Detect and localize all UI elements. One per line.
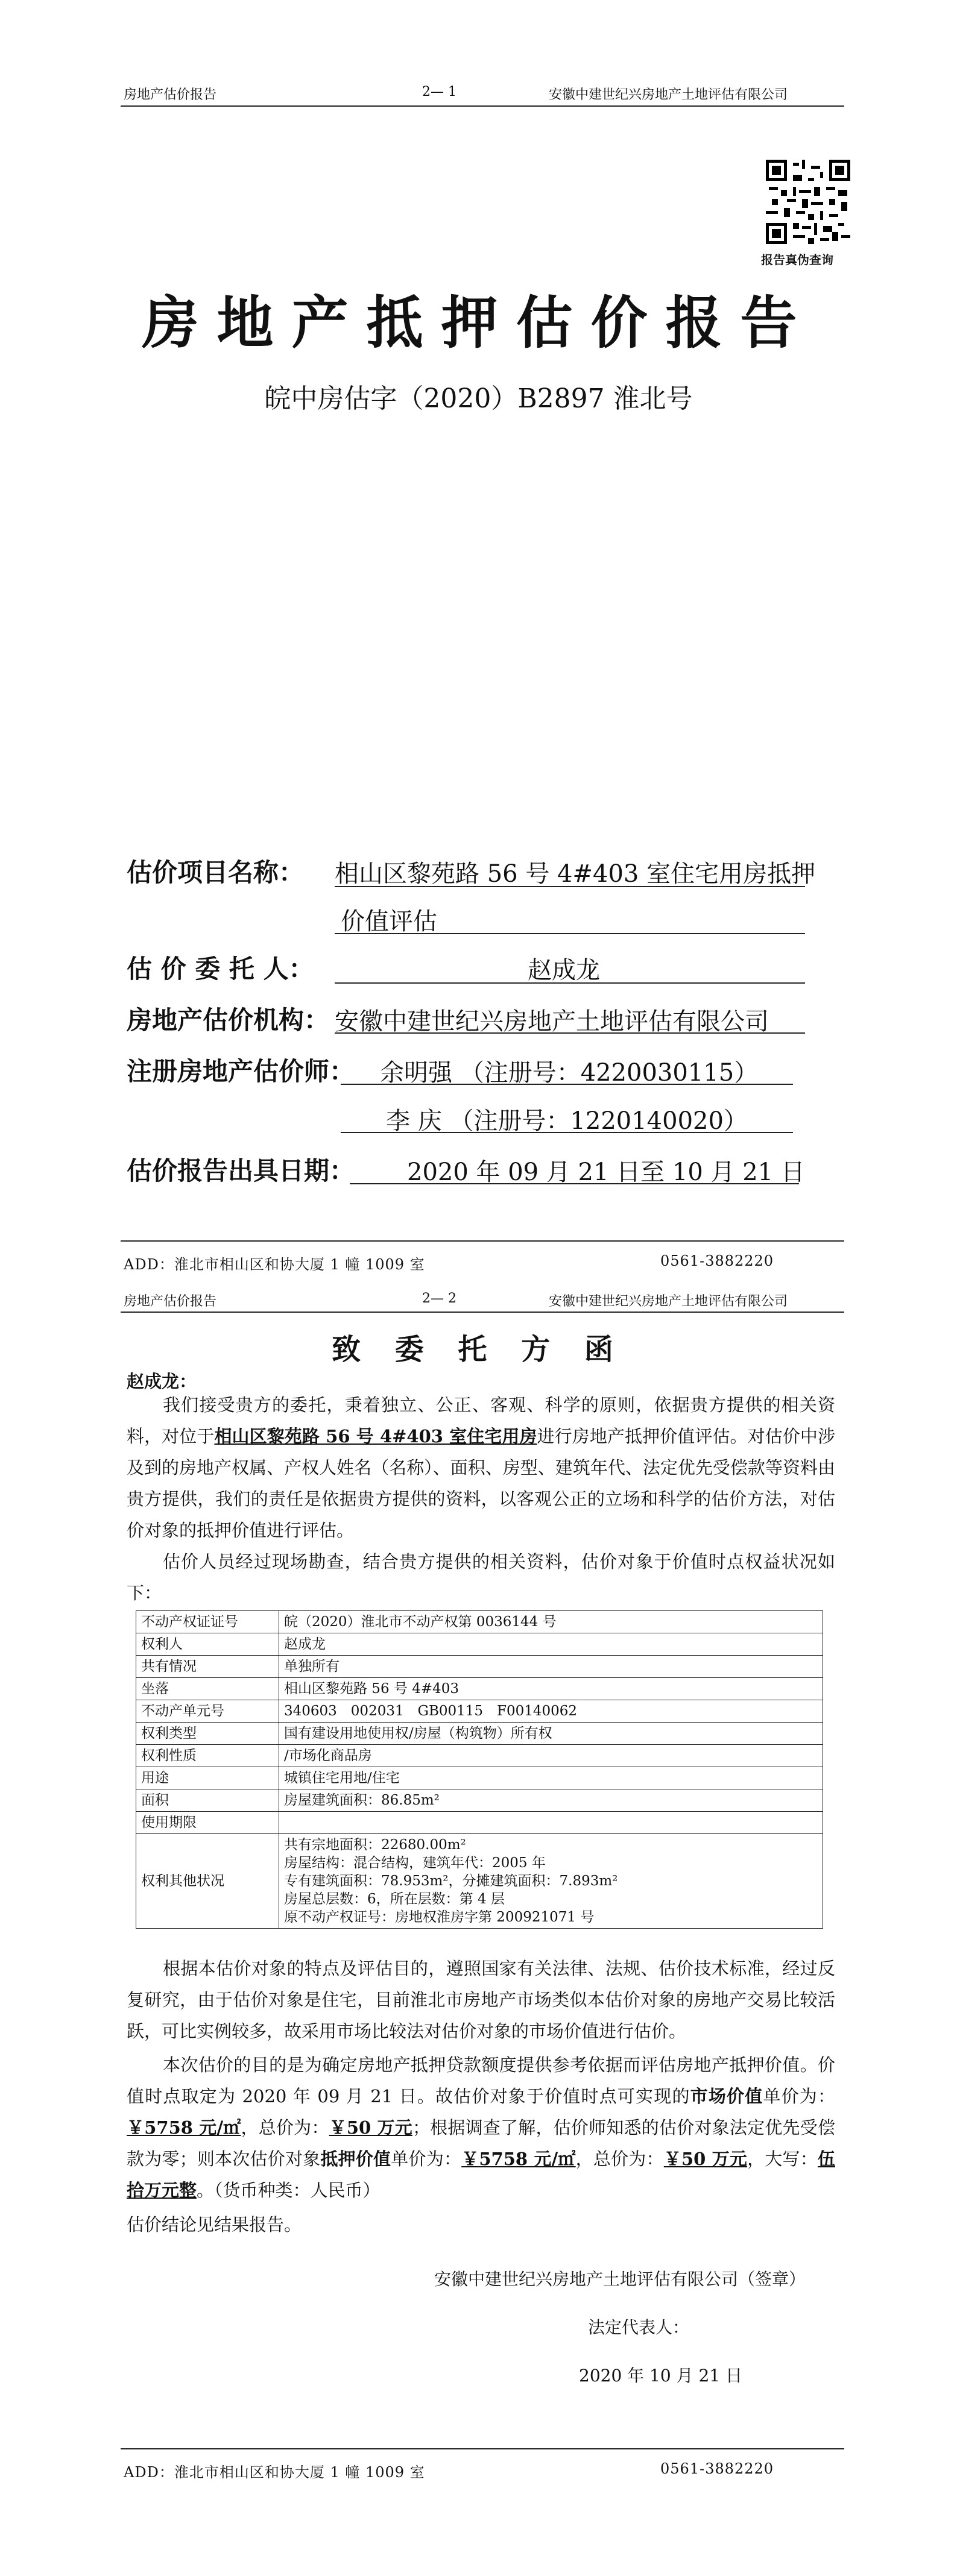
market-value-label: 市场价值	[690, 2086, 763, 2106]
report-doc-number: 皖中房估字（2020）B2897 淮北号	[264, 383, 693, 414]
field-value-client: 赵成龙	[528, 957, 600, 984]
table-cell-value	[279, 1723, 823, 1745]
table-row	[136, 1745, 823, 1767]
table-row	[136, 1812, 823, 1834]
underline	[335, 982, 805, 984]
underline	[350, 1183, 799, 1184]
table-cell-key: 坐落	[136, 1678, 279, 1700]
table-cell-line: 皖（2020）淮北市不动产权第 0036144 号	[284, 1614, 557, 1630]
page-header-number: 2— 2	[422, 1291, 456, 1306]
field-label-appraisers: 注册房地产估价师：	[127, 1057, 355, 1086]
table-cell-line: 城镇住宅用地/住宅	[284, 1770, 400, 1786]
paragraph-survey: 估价人员经过现场勘查，结合贵方提供的相关资料，估价对象于价值时点权益状况如下：	[127, 1551, 835, 1603]
table-cell-value	[279, 1656, 823, 1678]
market-total-price: ￥50 万元	[329, 2117, 412, 2138]
table-cell-line	[284, 1814, 818, 1832]
footer-rule	[121, 2448, 844, 2449]
signature-date: 2020 年 10 月 21 日	[579, 2366, 743, 2386]
field-value-agency: 安徽中建世纪兴房地产土地评估有限公司	[335, 1008, 769, 1035]
paragraph-valuation	[127, 2049, 835, 2206]
table-cell-line: 原不动产权证号：房地权淮房字第 200921071 号	[284, 1909, 595, 1925]
underline	[335, 886, 805, 887]
signature-company: 安徽中建世纪兴房地产土地评估有限公司（签章）	[434, 2269, 806, 2289]
report-title: 房地产抵押估价报告	[142, 290, 815, 356]
header-rule	[121, 1312, 844, 1313]
table-cell-line: 340603 002031 GB00115 F00140062	[284, 1703, 578, 1719]
signature-representative: 法定代表人：	[588, 2317, 690, 2337]
paragraph-method: 根据本估价对象的特点及评估目的，遵照国家有关法律、法规、估价技术标准，经过反复研究，由于估价对象是住宅，目前淮北市房地产市场类似本估价对象的房地产交易比较活跃，可比实例较多，故采用市场比较法对估价对象的市场价值进行估价。	[127, 1958, 835, 2041]
table-row	[136, 1656, 823, 1678]
field-value-issue-date: 2020 年 09 月 21 日至 10 月 21 日	[407, 1158, 805, 1186]
paragraph-text: 我们接受贵方的委托，秉着独立、公正、客观、科学的原则，依据贵方提供的相关资料，对位于	[127, 1395, 835, 1447]
table-cell-key: 权利类型	[136, 1723, 279, 1745]
field-label-issue-date: 估价报告出具日期：	[127, 1156, 355, 1186]
table-cell-key: 用途	[136, 1767, 279, 1789]
footer-address: ADD：淮北市相山区和协大厦 1 幢 1009 室	[124, 1256, 425, 1273]
paragraph-text: 单价为：	[763, 2086, 835, 2106]
field-value-appraiser-2: 李 庆 （注册号：1220140020）	[386, 1107, 748, 1135]
table-cell-value	[279, 1789, 823, 1812]
page-header-right: 安徽中建世纪兴房地产土地评估有限公司	[549, 87, 788, 102]
field-value-project-line2: 价值评估	[341, 908, 437, 935]
paragraph-text: ，总价为：	[575, 2149, 664, 2169]
table-cell-key: 共有情况	[136, 1656, 279, 1678]
mortgage-total-price: ￥50 万元	[663, 2149, 748, 2169]
header-rule	[121, 105, 844, 107]
qr-code-icon[interactable]	[766, 160, 850, 244]
mortgage-unit-price: ￥5758 元/㎡	[461, 2149, 576, 2169]
field-label-client: 估 价 委 托 人：	[127, 954, 314, 984]
paragraph-text: ，大写：	[747, 2149, 818, 2169]
paragraph-text: 本次估价的目的是为确定房地产抵押贷款额度提供参考依据而评估房地产抵押价值。价值时点取定为 2020 年 09 月 21 日。故估价对象于价值时点可实现的	[127, 2055, 835, 2106]
paragraph-text: 单价为：	[391, 2149, 462, 2169]
table-cell-line: 共有宗地面积：22680.00m²	[284, 1837, 466, 1853]
table-row	[136, 1678, 823, 1700]
table-cell-value	[279, 1767, 823, 1789]
page-header-left: 房地产估价报告	[124, 1294, 217, 1309]
table-cell-key: 权利其他状况	[136, 1834, 279, 1929]
field-value-project-line1: 相山区黎苑路 56 号 4#403 室住宅用房抵押	[335, 860, 816, 888]
table-cell-line: 房屋总层数：6，所在层数：第 4 层	[284, 1891, 505, 1907]
table-row	[136, 1723, 823, 1745]
paragraph-conclusion: 估价结论见结果报告。	[127, 2214, 302, 2235]
footer-phone: 0561-3882220	[660, 2460, 774, 2477]
table-cell-line: 房屋建筑面积：86.85m²	[284, 1792, 440, 1808]
paragraph-text: 进行房地产抵押价值评估。对估价中涉及到的房地产权属、产权人姓名（名称）、面积、房型、建筑年代、法定优先受偿款等资料由贵方提供，我们的责任是依据贵方提供的资料，以客观公正的立场和科学的估价方法，对估价对象的抵押价值进行评估。	[127, 1426, 835, 1541]
footer-rule	[121, 1240, 844, 1242]
page-header-number: 2— 1	[422, 84, 456, 99]
table-cell-key: 使用期限	[136, 1812, 279, 1834]
table-row	[136, 1700, 823, 1723]
table-cell-value	[279, 1611, 823, 1633]
paragraph-text: ；根据调查了解，估价师知悉的估价对象法定优先受偿款为零；则本次估价对象	[127, 2117, 835, 2169]
table-cell-key: 不动产单元号	[136, 1700, 279, 1723]
underline	[335, 933, 805, 934]
field-value-appraiser-1: 余明强 （注册号：4220030115）	[380, 1059, 759, 1087]
rights-table	[136, 1610, 823, 1929]
table-row	[136, 1611, 823, 1633]
footer-address: ADD：淮北市相山区和协大厦 1 幢 1009 室	[124, 2464, 425, 2481]
field-label-agency: 房地产估价机构：	[127, 1005, 330, 1035]
table-row	[136, 1767, 823, 1789]
page-header-right: 安徽中建世纪兴房地产土地评估有限公司	[549, 1294, 788, 1309]
property-address: 相山区黎苑路 56 号 4#403 室住宅用房	[214, 1426, 537, 1447]
table-cell-line: 国有建设用地使用权/房屋（构筑物）所有权	[284, 1726, 552, 1741]
table-cell-value	[279, 1678, 823, 1700]
qr-caption: 报告真伪查询	[761, 253, 833, 267]
table-cell-line: 专有建筑面积：78.953m²，分摊建筑面积：7.893m²	[284, 1873, 618, 1889]
salutation: 赵成龙：	[127, 1371, 197, 1392]
mortgage-value-label: 抵押价值	[320, 2149, 391, 2169]
letter-title: 致 委 托 方 函	[332, 1333, 625, 1366]
field-label-project: 估价项目名称：	[127, 858, 305, 887]
table-cell-line: 房屋结构：混合结构，建筑年代：2005 年	[284, 1855, 546, 1871]
underline	[341, 1084, 793, 1085]
table-row	[136, 1633, 823, 1656]
table-cell-key: 权利人	[136, 1633, 279, 1656]
table-cell-line: /市场化商品房	[284, 1748, 372, 1764]
table-row	[136, 1789, 823, 1812]
paragraph-intro	[127, 1389, 835, 1546]
table-cell-value	[279, 1633, 823, 1656]
table-row	[136, 1834, 823, 1929]
table-cell-key: 不动产权证证号	[136, 1611, 279, 1633]
table-cell-key: 面积	[136, 1789, 279, 1812]
paragraph-text: 。（货币种类：人民币）	[197, 2180, 381, 2201]
market-unit-price: ￥5758 元/㎡	[127, 2117, 241, 2138]
underline	[341, 1132, 793, 1133]
amount-in-words: 伍拾万元整	[127, 2149, 835, 2201]
table-cell-key: 权利性质	[136, 1745, 279, 1767]
paragraph-text: ，总价为：	[241, 2117, 329, 2138]
table-cell-line: 相山区黎苑路 56 号 4#403	[284, 1681, 460, 1697]
page-header-left: 房地产估价报告	[124, 87, 217, 102]
table-cell-line: 单独所有	[284, 1659, 340, 1674]
table-cell-line: 赵成龙	[284, 1636, 326, 1652]
footer-phone: 0561-3882220	[660, 1252, 774, 1269]
table-cell-value	[279, 1745, 823, 1767]
table-cell-value	[279, 1812, 823, 1834]
underline	[335, 1032, 805, 1034]
table-cell-value	[279, 1700, 823, 1723]
table-cell-value	[279, 1834, 823, 1929]
